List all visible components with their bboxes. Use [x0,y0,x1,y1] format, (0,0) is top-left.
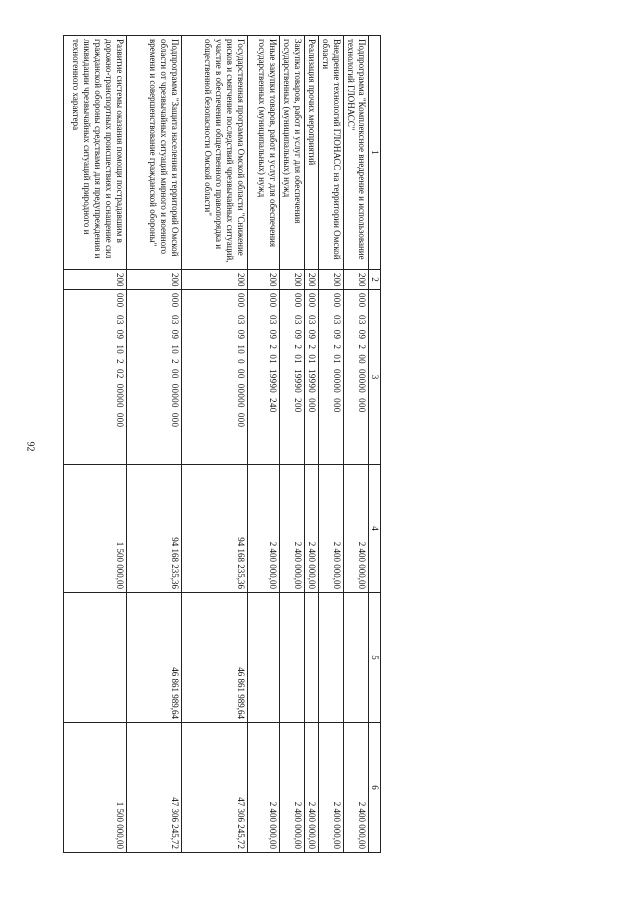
row-amount-year1: 2 400 000,00 [305,465,319,593]
row-amount-year2: 46 861 989,64 [127,593,182,723]
row-admin-code: 200 [280,270,305,290]
table-row [182,36,248,853]
row-name: Реализация прочих мероприятий [305,36,319,270]
row-admin-code: 200 [344,270,369,290]
table-row [344,36,369,853]
row-amount-year3: 2 400 000,00 [305,723,319,853]
row-amount-year3: 47 306 245,72 [182,723,248,853]
table-row [127,36,182,853]
row-amount-year3: 2 400 000,00 [319,723,344,853]
row-admin-code: 200 [305,270,319,290]
row-name: Закупка товаров, работ и услуг для обеспечения государственных (муниципальных) нужд [280,36,305,270]
row-classification-code: 000 03 09 2 01 19990 240 [248,290,280,465]
table-header-row [369,36,381,853]
row-amount-year1: 94 168 235,36 [182,465,248,593]
row-name: Подпрограмма "Защита населения и территорий Омской области от чрезвычайных ситуаций мирного и военного времени и совершенствование гражданской обороны" [127,36,182,270]
row-amount-year1: 2 400 000,00 [319,465,344,593]
row-amount-year3: 2 400 000,00 [280,723,305,853]
row-name: Иные закупки товаров, работ и услуг для обеспечения государственных (муниципальных) нужд [248,36,280,270]
column-header: 4 [369,465,381,593]
table-row [248,36,280,853]
row-amount-year1: 2 400 000,00 [280,465,305,593]
row-name: Внедрение технологий ГЛОНАСС на территории Омской области [319,36,344,270]
column-header: 1 [369,36,381,270]
row-classification-code: 000 03 09 2 01 19990 000 [305,290,319,465]
row-amount-year2 [319,593,344,723]
row-amount-year1: 94 168 235,36 [127,465,182,593]
table-row [319,36,344,853]
row-admin-code: 200 [248,270,280,290]
table-row [305,36,319,853]
row-classification-code: 000 03 09 2 01 19990 200 [280,290,305,465]
row-amount-year2 [344,593,369,723]
row-classification-code: 000 03 09 10 0 00 00000 000 [182,290,248,465]
row-amount-year3: 2 400 000,00 [344,723,369,853]
table-row [64,36,127,853]
row-admin-code: 200 [319,270,344,290]
table-row [280,36,305,853]
row-admin-code: 200 [64,270,127,290]
row-amount-year3: 2 400 000,00 [248,723,280,853]
column-header: 2 [369,270,381,290]
row-amount-year2 [280,593,305,723]
row-name: Подпрограмма "Комплексное внедрение и использование технологий ГЛОНАСС" [344,36,369,270]
page-number: 92 [24,441,36,452]
row-amount-year2 [248,593,280,723]
row-amount-year2 [305,593,319,723]
row-amount-year1: 2 400 000,00 [248,465,280,593]
row-amount-year2: 46 861 989,64 [182,593,248,723]
column-header: 5 [369,593,381,723]
row-amount-year1: 2 400 000,00 [344,465,369,593]
budget-table-container [71,35,381,852]
column-header: 6 [369,723,381,853]
column-header: 3 [369,290,381,465]
row-admin-code: 200 [127,270,182,290]
row-classification-code: 000 03 09 2 00 00000 000 [344,290,369,465]
row-name: Государственная программа Омской области "Снижение рисков и смягчение последствий чрезвычайных ситуаций, участие в обеспечении общественного правопорядка и общественной безопасности Омской области" [182,36,248,270]
budget-table [63,35,381,853]
row-amount-year1: 1 500 000,00 [64,465,127,593]
row-admin-code: 200 [182,270,248,290]
row-amount-year3: 47 306 245,72 [127,723,182,853]
row-amount-year2 [64,593,127,723]
row-name: Развитие системы оказания помощи пострадавшим в дорожно-транспортных происшествиях и оснащение сил гражданской обороны средствами для предупреждения и ликвидации чрезвычайных ситуаций природного и техногенного характера [64,36,127,270]
row-amount-year3: 1 500 000,00 [64,723,127,853]
row-classification-code: 000 03 09 2 01 00000 000 [319,290,344,465]
row-classification-code: 000 03 09 10 2 00 00000 000 [127,290,182,465]
row-classification-code: 000 03 09 10 2 02 00000 000 [64,290,127,465]
